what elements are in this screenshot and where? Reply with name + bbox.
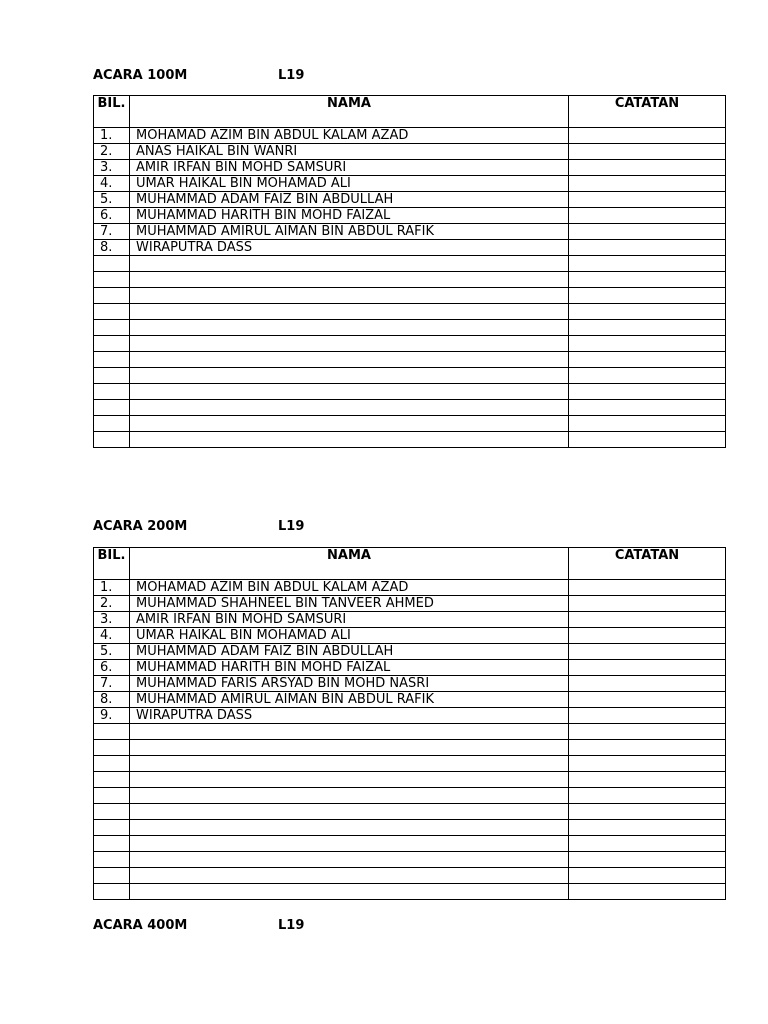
event-category: L19 (278, 519, 305, 534)
bil-cell: 9. (94, 708, 130, 724)
name-cell: ANAS HAIKAL BIN WANRI (130, 144, 569, 160)
note-cell (569, 304, 726, 320)
bil-cell: 7. (94, 224, 130, 240)
table-row (94, 868, 726, 884)
bil-cell: 5. (94, 192, 130, 208)
bil-cell (94, 772, 130, 788)
bil-cell: 4. (94, 628, 130, 644)
note-cell (569, 788, 726, 804)
name-cell: MUHAMMAD AMIRUL AIMAN BIN ABDUL RAFIK (130, 224, 569, 240)
bil-cell (94, 336, 130, 352)
bil-cell (94, 416, 130, 432)
name-cell (130, 804, 569, 820)
bil-cell: 2. (94, 144, 130, 160)
name-cell (130, 836, 569, 852)
table-row (94, 160, 726, 176)
event-category: L19 (278, 918, 305, 933)
bil-cell (94, 304, 130, 320)
note-cell (569, 724, 726, 740)
name-cell: WIRAPUTRA DASS (130, 708, 569, 724)
table-row (94, 708, 726, 724)
bil-cell (94, 852, 130, 868)
header-bil: BIL. (94, 96, 130, 128)
note-cell (569, 256, 726, 272)
section-heading-100m (93, 68, 305, 83)
table-row (94, 852, 726, 868)
bil-cell (94, 352, 130, 368)
bil-cell: 7. (94, 676, 130, 692)
table-row (94, 788, 726, 804)
note-cell (569, 192, 726, 208)
note-cell (569, 352, 726, 368)
note-cell (569, 224, 726, 240)
note-cell (569, 692, 726, 708)
name-cell: MOHAMAD AZIM BIN ABDUL KALAM AZAD (130, 580, 569, 596)
note-cell (569, 580, 726, 596)
table-row (94, 820, 726, 836)
table-row (94, 596, 726, 612)
note-cell (569, 772, 726, 788)
bil-cell (94, 384, 130, 400)
name-cell (130, 740, 569, 756)
name-cell: AMIR IRFAN BIN MOHD SAMSURI (130, 612, 569, 628)
table-row (94, 432, 726, 448)
header-catatan: CATATAN (569, 96, 726, 128)
table-row (94, 580, 726, 596)
table-row (94, 368, 726, 384)
name-cell (130, 256, 569, 272)
table-row (94, 144, 726, 160)
note-cell (569, 852, 726, 868)
note-cell (569, 208, 726, 224)
bil-cell: 8. (94, 692, 130, 708)
table-row (94, 836, 726, 852)
bil-cell (94, 820, 130, 836)
note-cell (569, 820, 726, 836)
bil-cell (94, 432, 130, 448)
bil-cell (94, 836, 130, 852)
table-row (94, 256, 726, 272)
note-cell (569, 676, 726, 692)
name-cell (130, 756, 569, 772)
name-cell (130, 884, 569, 900)
event-title: ACARA 200M (93, 519, 188, 534)
bil-cell (94, 724, 130, 740)
table-row (94, 756, 726, 772)
table-row (94, 208, 726, 224)
bil-cell: 8. (94, 240, 130, 256)
note-cell (569, 596, 726, 612)
table-header-row (94, 548, 726, 580)
note-cell (569, 400, 726, 416)
table-row (94, 772, 726, 788)
note-cell (569, 884, 726, 900)
name-cell (130, 724, 569, 740)
table-row (94, 804, 726, 820)
bil-cell: 1. (94, 580, 130, 596)
note-cell (569, 612, 726, 628)
note-cell (569, 416, 726, 432)
table-row (94, 320, 726, 336)
bil-cell: 4. (94, 176, 130, 192)
name-cell: UMAR HAIKAL BIN MOHAMAD ALI (130, 176, 569, 192)
table-row (94, 304, 726, 320)
table-row (94, 288, 726, 304)
note-cell (569, 708, 726, 724)
name-cell: AMIR IRFAN BIN MOHD SAMSURI (130, 160, 569, 176)
bil-cell: 1. (94, 128, 130, 144)
name-cell: MUHAMMAD HARITH BIN MOHD FAIZAL (130, 208, 569, 224)
section-heading-200m (93, 519, 305, 534)
table-body (94, 128, 726, 448)
bil-cell: 6. (94, 208, 130, 224)
note-cell (569, 128, 726, 144)
table-row (94, 176, 726, 192)
table-row (94, 240, 726, 256)
name-cell (130, 416, 569, 432)
name-cell: MUHAMMAD SHAHNEEL BIN TANVEER AHMED (130, 596, 569, 612)
bil-cell (94, 272, 130, 288)
note-cell (569, 368, 726, 384)
note-cell (569, 756, 726, 772)
bil-cell: 3. (94, 160, 130, 176)
bil-cell: 3. (94, 612, 130, 628)
roster-table-100m (93, 95, 726, 448)
table-row (94, 628, 726, 644)
table-row (94, 660, 726, 676)
name-cell (130, 432, 569, 448)
bil-cell: 2. (94, 596, 130, 612)
roster-table-200m (93, 547, 726, 900)
name-cell (130, 788, 569, 804)
note-cell (569, 660, 726, 676)
name-cell (130, 384, 569, 400)
bil-cell (94, 740, 130, 756)
table-row (94, 352, 726, 368)
note-cell (569, 868, 726, 884)
bil-cell (94, 884, 130, 900)
note-cell (569, 272, 726, 288)
table-row (94, 676, 726, 692)
note-cell (569, 320, 726, 336)
name-cell (130, 336, 569, 352)
name-cell (130, 400, 569, 416)
bil-cell (94, 400, 130, 416)
note-cell (569, 176, 726, 192)
note-cell (569, 240, 726, 256)
name-cell (130, 288, 569, 304)
bil-cell (94, 756, 130, 772)
bil-cell (94, 368, 130, 384)
table-row (94, 612, 726, 628)
header-nama: NAMA (130, 548, 569, 580)
note-cell (569, 432, 726, 448)
name-cell (130, 320, 569, 336)
table-row (94, 192, 726, 208)
header-catatan: CATATAN (569, 548, 726, 580)
bil-cell (94, 256, 130, 272)
table-row (94, 224, 726, 240)
table-body (94, 580, 726, 900)
name-cell (130, 820, 569, 836)
name-cell (130, 868, 569, 884)
table-row (94, 384, 726, 400)
name-cell (130, 772, 569, 788)
header-nama: NAMA (130, 96, 569, 128)
name-cell: MUHAMMAD ADAM FAIZ BIN ABDULLAH (130, 644, 569, 660)
bil-cell (94, 788, 130, 804)
table-row (94, 692, 726, 708)
table-row (94, 644, 726, 660)
name-cell (130, 852, 569, 868)
name-cell (130, 272, 569, 288)
name-cell: MUHAMMAD ADAM FAIZ BIN ABDULLAH (130, 192, 569, 208)
event-category: L19 (278, 68, 305, 83)
table-row (94, 884, 726, 900)
header-bil: BIL. (94, 548, 130, 580)
note-cell (569, 836, 726, 852)
name-cell: MUHAMMAD HARITH BIN MOHD FAIZAL (130, 660, 569, 676)
bil-cell (94, 320, 130, 336)
bil-cell: 6. (94, 660, 130, 676)
note-cell (569, 644, 726, 660)
name-cell (130, 368, 569, 384)
note-cell (569, 160, 726, 176)
name-cell: MUHAMMAD FARIS ARSYAD BIN MOHD NASRI (130, 676, 569, 692)
table-row (94, 272, 726, 288)
note-cell (569, 384, 726, 400)
name-cell: WIRAPUTRA DASS (130, 240, 569, 256)
note-cell (569, 144, 726, 160)
event-title: ACARA 100M (93, 68, 188, 83)
bil-cell: 5. (94, 644, 130, 660)
table-header-row (94, 96, 726, 128)
table-row (94, 740, 726, 756)
bil-cell (94, 288, 130, 304)
table-row (94, 336, 726, 352)
note-cell (569, 288, 726, 304)
name-cell: MOHAMAD AZIM BIN ABDUL KALAM AZAD (130, 128, 569, 144)
note-cell (569, 740, 726, 756)
name-cell: UMAR HAIKAL BIN MOHAMAD ALI (130, 628, 569, 644)
note-cell (569, 336, 726, 352)
table-row (94, 400, 726, 416)
note-cell (569, 628, 726, 644)
note-cell (569, 804, 726, 820)
section-heading-400m (93, 918, 305, 933)
table-row (94, 128, 726, 144)
name-cell (130, 352, 569, 368)
name-cell: MUHAMMAD AMIRUL AIMAN BIN ABDUL RAFIK (130, 692, 569, 708)
event-title: ACARA 400M (93, 918, 188, 933)
bil-cell (94, 804, 130, 820)
table-row (94, 416, 726, 432)
bil-cell (94, 868, 130, 884)
table-row (94, 724, 726, 740)
name-cell (130, 304, 569, 320)
